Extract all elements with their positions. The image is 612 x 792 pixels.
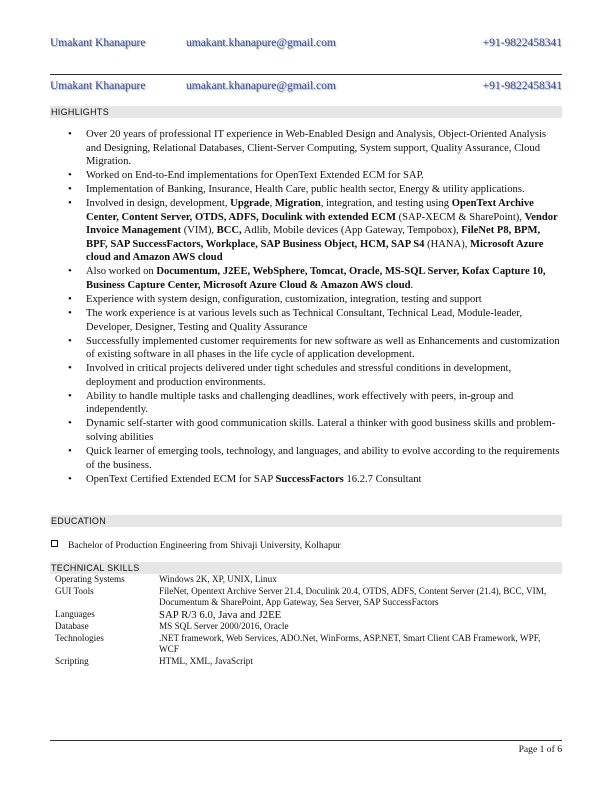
highlight-bold-text: Migration [274, 198, 321, 210]
skill-value: .NET framework, Web Services, ADO.Net, WinForms, ASP.NET, Smart Client CAB Framework, WPF, WCF [159, 632, 541, 654]
skill-label: Scripting [55, 655, 89, 666]
skills-row [50, 633, 562, 656]
highlight-bold-text: BCC, [216, 225, 242, 237]
highlight-text: OpenText Certified Extended ECM for SAP [86, 473, 276, 485]
highlights-list [50, 128, 562, 487]
highlight-text: . [410, 279, 414, 291]
skills-row [50, 621, 562, 633]
header-email[interactable]: umakant.khanapure@gmail.com [186, 37, 336, 49]
highlight-item [50, 128, 562, 169]
skill-label: Operating Systems [55, 574, 125, 584]
contact-row-main [50, 80, 562, 96]
highlight-bold-text: Microsoft Azure cloud and Amazon AWS cloud [86, 238, 544, 264]
highlight-item [50, 390, 562, 417]
highlight-text: Ability to handle multiple tasks and challenging deadlines, work effectively with peers, in-group and independently. [86, 390, 514, 416]
highlight-bold-text: Documentum, J2EE, WebSphere, Tomcat, Oracle, MS-SQL Server, Kofax Capture 10, Business Capture Center, Microsoft Azure Cloud & Amazon AWS cloud [86, 266, 546, 291]
section-technical-skills-title: TECHNICAL SKILLS [51, 563, 140, 573]
skill-value: MS SQL Server 2000/2016, Oracle [159, 621, 289, 631]
highlight-item [50, 335, 562, 362]
skill-label: GUI Tools [55, 585, 94, 596]
highlight-item [50, 362, 562, 389]
header-email-main[interactable]: umakant.khanapure@gmail.com [186, 80, 336, 92]
skill-value: HTML, XML, JavaScript [159, 655, 253, 666]
header-name-main: Umakant Khanapure [50, 80, 146, 92]
highlight-item [50, 197, 562, 265]
skill-label: Technologies [55, 632, 104, 643]
highlight-bold-text: SuccessFactors [275, 473, 344, 485]
highlight-text: Quick learner of emerging tools, technology, and languages, and ability to evolve according to the requirements of the business. [86, 446, 560, 471]
highlight-text: Worked on End-to-End implementations for OpenText Extended ECM for SAP. [86, 170, 424, 182]
highlight-text: Implementation of Banking, Insurance, Health Care, public health sector, Energy & utility applications. [86, 184, 525, 196]
education-item [50, 540, 562, 552]
highlight-item [50, 169, 562, 183]
highlight-text: Dynamic self-starter with good communication skills. Lateral a thinker with good business skills and problem-solving abilities [86, 418, 556, 443]
highlight-text: Adlib, Mobile devices (App Gateway, Tempobox), [241, 225, 462, 237]
checkbox-bullet-icon [51, 540, 58, 547]
skills-row [50, 586, 562, 609]
skill-label: Database [55, 621, 89, 631]
highlight-item [50, 473, 562, 487]
highlight-text: , [269, 198, 275, 210]
highlight-text: Successfully implemented customer requirements for new software as well as Enhancements and customization of existing software in all phases in the life cycle of application development. [86, 335, 560, 361]
page-number: Page 1 of 6 [518, 744, 562, 755]
header-rule [50, 74, 562, 75]
skill-value: SAP R/3 6.0, Java and J2EE [159, 608, 282, 621]
highlight-bold-text: FileNet P8, BPM, BPF, SAP SuccessFactors, Workplace, SAP Business Object, HCM, SAP S4 [86, 225, 541, 250]
section-education-title: EDUCATION [51, 516, 107, 526]
highlight-text: 16.2.7 Consultant [343, 473, 422, 485]
highlight-item [50, 417, 562, 444]
contact-row-top [50, 37, 562, 53]
skill-label: Languages [55, 608, 95, 619]
section-highlights-title: HIGHLIGHTS [51, 107, 110, 117]
highlight-item [50, 307, 562, 334]
section-education [50, 515, 562, 527]
header-name: Umakant Khanapure [50, 37, 146, 49]
section-highlights [50, 106, 562, 118]
highlight-item [50, 183, 562, 197]
highlight-text: , integration, and testing using [320, 198, 452, 210]
skills-table [50, 574, 562, 667]
highlight-text: (HANA), [424, 238, 471, 250]
highlight-bold-text: OpenText Archive Center, Content Server, OTDS, ADFS, Doculink with extended ECM [86, 198, 534, 223]
footer-rule [50, 740, 562, 741]
highlight-text: Involved in critical projects delivered under tight schedules and stressful conditions in development, deployment and production environments. [86, 363, 512, 388]
highlight-text: (SAP-XECM & SharePoint), [395, 211, 525, 223]
skill-value: FileNet, Opentext Archive Server 21.4, Doculink 20.4, OTDS, ADFS, Content Server (21.4), BCC, VIM, Documentum & SharePoint, App Gateway, Sea Server, SAP SuccessFactors [159, 585, 547, 607]
highlight-text: Involved in design, development, [86, 198, 231, 210]
highlight-bold-text: Upgrade [230, 198, 270, 210]
skills-row [50, 574, 562, 586]
highlight-text: Experience with system design, configuration, customization, integration, testing and support [86, 293, 482, 305]
highlight-item [50, 265, 562, 292]
skills-row [50, 609, 562, 622]
header-phone: +91-9822458341 [482, 37, 562, 49]
highlight-text: (VIM), [181, 225, 217, 237]
highlight-text: The work experience is at various levels such as Technical Consultant, Technical Lead, Module-leader, Developer, Designer, Testing and Quality Assurance [86, 308, 523, 333]
skill-value: Windows 2K, XP, UNIX, Linux [159, 574, 277, 584]
highlight-text: Over 20 years of professional IT experience in Web-Enabled Design and Analysis, Object-Oriented Analysis and Designing, Relational Databases, Client-Server Computing, System support, Quality Assurance, Cloud Migration. [86, 129, 547, 167]
skills-row [50, 656, 562, 668]
section-technical-skills [50, 562, 562, 574]
highlight-item [50, 293, 562, 307]
header-phone-main: +91-9822458341 [482, 80, 562, 92]
highlight-item [50, 445, 562, 472]
highlight-bold-text: Vendor Invoice Management [86, 211, 558, 237]
education-text: Bachelor of Production Engineering from Shivaji University, Kolhapur [68, 540, 341, 551]
highlight-text: Also worked on [86, 266, 157, 278]
